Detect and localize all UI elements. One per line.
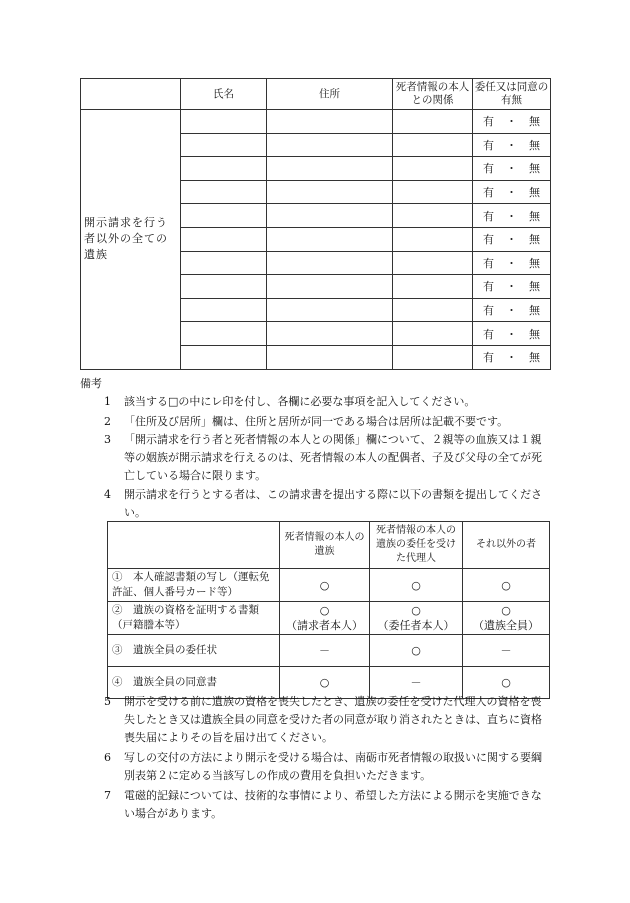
choice-no: 無	[529, 209, 540, 223]
consent-choice[interactable]	[473, 110, 551, 134]
heir-name-cell[interactable]	[181, 133, 267, 157]
choice-separator: ・	[506, 280, 517, 294]
mark-symbol: ○	[319, 676, 330, 689]
heirs-table-header	[81, 79, 551, 110]
heir-address-cell[interactable]	[267, 251, 393, 275]
docs-mark-other	[463, 635, 550, 667]
note-item-4	[80, 486, 550, 522]
heir-relation-cell[interactable]	[393, 133, 473, 157]
header-name: 氏名	[181, 79, 267, 110]
consent-choice[interactable]	[473, 133, 551, 157]
heir-address-cell[interactable]	[267, 227, 393, 251]
choice-yes: 有	[483, 186, 494, 200]
choice-yes: 有	[483, 115, 494, 129]
heir-name-cell[interactable]	[181, 251, 267, 275]
docs-row	[108, 635, 550, 667]
choice-no: 無	[529, 327, 540, 341]
note-text: 「開示請求を行う者と死者情報の本人との関係」欄について、２親等の血族又は１親等の姻族が開示請求を行えるのは、死者情報の本人の配偶者、子及び父母の全てが死亡している場合に限ります。	[124, 433, 542, 482]
docs-row-label: ① 本人確認書類の写し（運転免許証、個人番号カード等）	[108, 569, 280, 602]
docs-mark-other	[463, 569, 550, 602]
note-item-6	[80, 749, 550, 785]
header-consent: 委任又は同意の有無	[473, 79, 551, 110]
docs-header-heir: 死者情報の本人の遺族	[280, 522, 370, 569]
docs-row-label: ② 遺族の資格を証明する書類（戸籍謄本等）	[108, 602, 280, 635]
consent-choice[interactable]	[473, 251, 551, 275]
choice-yes: 有	[483, 162, 494, 176]
note-item-5	[80, 693, 550, 747]
choice-separator: ・	[506, 186, 517, 200]
docs-header-other: それ以外の者	[463, 522, 550, 569]
heir-relation-cell[interactable]	[393, 227, 473, 251]
note-item-7	[80, 787, 550, 823]
consent-choice[interactable]	[473, 345, 551, 369]
note-item-1	[80, 393, 550, 411]
note-text: 開示を受ける前に遺族の資格を喪失したとき、遺族の委任を受けた代理人の資格を喪失したとき又は遺族全員の同意を受けた者の同意が取り消されたときは、直ちに資格喪失届によりその旨を届け出てください。	[124, 695, 542, 744]
docs-mark-heir	[280, 602, 370, 635]
choice-no: 無	[529, 280, 540, 294]
heir-address-cell[interactable]	[267, 110, 393, 134]
heir-row	[81, 110, 551, 134]
choice-yes: 有	[483, 209, 494, 223]
note-number: 5	[104, 695, 111, 708]
choice-separator: ・	[506, 304, 517, 318]
mark-symbol: ○	[411, 644, 421, 657]
note-item-3	[80, 431, 550, 485]
note-text: 「住所及び居所」欄は、住所と居所が同一である場合は居所は記載不要です。	[124, 415, 509, 428]
heir-relation-cell[interactable]	[393, 180, 473, 204]
docs-table-header	[108, 522, 550, 569]
choice-no: 無	[529, 162, 540, 176]
docs-mark-heir	[280, 635, 370, 667]
note-number: 6	[104, 751, 111, 764]
heir-relation-cell[interactable]	[393, 275, 473, 299]
heirs-group-label: 開示請求を行う者以外の全ての遺族	[81, 110, 181, 370]
mark-symbol: －	[410, 676, 422, 689]
mark-note: （請求者本人）	[286, 619, 363, 632]
mark-note: （委任者本人）	[377, 619, 455, 632]
docs-row	[108, 569, 550, 602]
choice-separator: ・	[506, 209, 517, 223]
note-text: 開示請求を行うとする者は、この請求書を提出する際に以下の書類を提出してください。	[124, 488, 542, 519]
heir-address-cell[interactable]	[267, 298, 393, 322]
heir-name-cell[interactable]	[181, 110, 267, 134]
note-item-2	[80, 413, 550, 431]
mark-symbol: ○	[501, 604, 511, 617]
consent-choice[interactable]	[473, 204, 551, 228]
note-number: 2	[104, 415, 111, 428]
docs-mark-heir	[280, 569, 370, 602]
heir-relation-cell[interactable]	[393, 298, 473, 322]
docs-mark-other	[463, 602, 550, 635]
docs-mark-agent	[370, 635, 463, 667]
choice-separator: ・	[506, 115, 517, 129]
choice-separator: ・	[506, 233, 517, 247]
consent-choice[interactable]	[473, 322, 551, 346]
choice-no: 無	[529, 186, 540, 200]
docs-header-agent: 死者情報の本人の遺族の委任を受けた代理人	[370, 522, 463, 569]
heir-name-cell[interactable]	[181, 157, 267, 181]
consent-choice[interactable]	[473, 298, 551, 322]
heir-name-cell[interactable]	[181, 345, 267, 369]
heir-name-cell[interactable]	[181, 227, 267, 251]
docs-header-blank	[108, 522, 280, 569]
heir-relation-cell[interactable]	[393, 251, 473, 275]
heir-address-cell[interactable]	[267, 322, 393, 346]
consent-choice[interactable]	[473, 157, 551, 181]
choice-no: 無	[529, 304, 540, 318]
heir-relation-cell[interactable]	[393, 204, 473, 228]
heir-address-cell[interactable]	[267, 157, 393, 181]
choice-separator: ・	[506, 256, 517, 270]
mark-symbol: －	[500, 644, 512, 657]
heir-name-cell[interactable]	[181, 180, 267, 204]
note-number: 1	[104, 395, 111, 408]
heir-address-cell[interactable]	[267, 275, 393, 299]
mark-symbol: ○	[411, 604, 421, 617]
docs-mark-agent	[370, 602, 463, 635]
choice-yes: 有	[483, 280, 494, 294]
mark-symbol: ○	[501, 578, 511, 592]
choice-no: 無	[529, 233, 540, 247]
choice-yes: 有	[483, 351, 494, 365]
header-relation: 死者情報の本人との関係	[393, 79, 473, 110]
choice-no: 無	[529, 115, 540, 129]
consent-choice[interactable]	[473, 227, 551, 251]
header-address: 住所	[267, 79, 393, 110]
heir-relation-cell[interactable]	[393, 345, 473, 369]
consent-choice[interactable]	[473, 180, 551, 204]
docs-row-label: ③ 遺族全員の委任状	[108, 635, 280, 667]
note-number: 7	[104, 789, 111, 802]
note-number: 4	[104, 488, 111, 501]
choice-yes: 有	[483, 327, 494, 341]
heir-name-cell[interactable]	[181, 204, 267, 228]
choice-yes: 有	[483, 304, 494, 318]
note-text: 電磁的記録については、技術的な事情により、希望した方法による開示を実施できない場合があります。	[124, 789, 542, 820]
heir-name-cell[interactable]	[181, 275, 267, 299]
docs-row-label: ④ 遺族全員の同意書	[108, 667, 280, 699]
heir-relation-cell[interactable]	[393, 322, 473, 346]
heir-name-cell[interactable]	[181, 322, 267, 346]
notes-heading: 備考	[80, 377, 102, 390]
note-text: 該当する□の中にレ印を付し、各欄に必要な事項を記入してください。	[124, 395, 476, 408]
note-text: 写しの交付の方法により開示を受ける場合は、南砺市死者情報の取扱いに関する要綱別表第２に定める当該写しの作成の費用を負担いただきます。	[124, 751, 542, 782]
heir-address-cell[interactable]	[267, 204, 393, 228]
choice-separator: ・	[506, 351, 517, 365]
choice-separator: ・	[506, 162, 517, 176]
choice-yes: 有	[483, 138, 494, 152]
mark-symbol: ○	[501, 676, 511, 689]
mark-note: （遺族全員）	[473, 619, 539, 632]
choice-yes: 有	[483, 256, 494, 270]
consent-choice[interactable]	[473, 275, 551, 299]
mark-symbol: ○	[319, 604, 330, 617]
heir-address-cell[interactable]	[267, 133, 393, 157]
heir-address-cell[interactable]	[267, 180, 393, 204]
choice-separator: ・	[506, 327, 517, 341]
header-blank	[81, 79, 181, 110]
heir-relation-cell[interactable]	[393, 110, 473, 134]
heir-address-cell[interactable]	[267, 345, 393, 369]
choice-no: 無	[529, 256, 540, 270]
choice-separator: ・	[506, 138, 517, 152]
mark-symbol: ○	[411, 578, 421, 592]
mark-symbol: ○	[319, 578, 330, 592]
note-number: 3	[104, 433, 111, 446]
required-documents-table	[107, 521, 550, 699]
choice-no: 無	[529, 351, 540, 365]
heir-name-cell[interactable]	[181, 298, 267, 322]
choice-no: 無	[529, 138, 540, 152]
choice-yes: 有	[483, 233, 494, 247]
docs-mark-agent	[370, 569, 463, 602]
mark-symbol: －	[319, 644, 330, 657]
heirs-table	[80, 78, 551, 370]
heir-relation-cell[interactable]	[393, 157, 473, 181]
docs-row	[108, 602, 550, 635]
